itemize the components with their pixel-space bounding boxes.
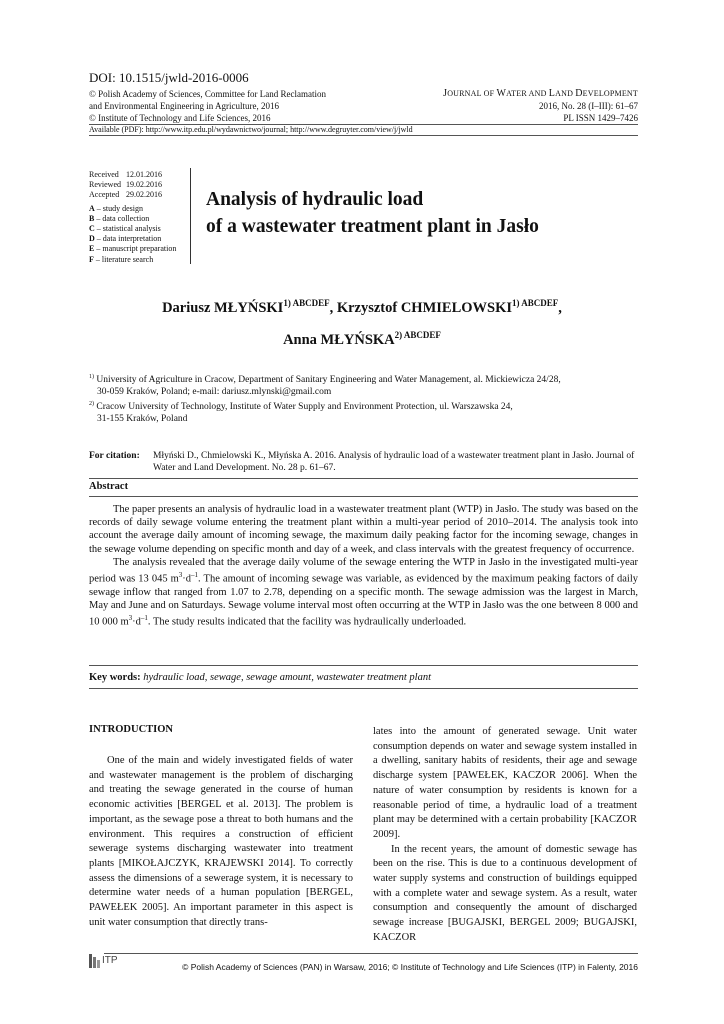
footer-copyright: © Polish Academy of Sciences (PAN) in Warsaw, 2016; © Institute of Technology and Life Sciences (ITP) in Falenty, 2016 <box>182 962 638 972</box>
date-value: 12.01.2016 <box>126 170 162 179</box>
copyright-line: © Polish Academy of Sciences, Committee for Land Reclamation <box>89 89 327 99</box>
itp-logo: ITP <box>89 952 123 975</box>
abstract-rule <box>89 496 638 497</box>
keywords: Key words: hydraulic load, sewage, sewage amount, wastewater treatment plant <box>89 672 432 683</box>
footer-rule <box>104 953 638 954</box>
section-heading: INTRODUCTION <box>89 724 174 735</box>
copyright-block <box>89 88 326 124</box>
citation-text: Młyński D., Chmielowski K., Młyńska A. 2016. Analysis of hydraulic load of a wastewater treatment plant in Jasło. Journal of Water and Land Development. No. 28 p. 61–67. <box>153 451 635 473</box>
article-dates <box>89 170 176 265</box>
journal-name: JOURNAL OF WATER AND LAND DEVELOPMENT <box>443 88 638 99</box>
citation <box>89 450 641 474</box>
abstract-paragraph: The paper presents an analysis of hydraulic load in a wastewater treatment plant (WTP) in Jasło. The study was based on the records of daily sewage volume entering the treatment plant within a multi-year period of 2010–2014. The analysis took into account the average daily amount of incoming sewage, the maximum daily peaking factor for the incoming sewage, changes in the sewage volume depending on specific month and day of a week, and class intervals with the greatest frequency of occurrence. <box>89 504 638 555</box>
author-name: Dariusz MŁYŃSKI <box>162 299 284 316</box>
abstract-rule-top <box>89 478 638 479</box>
abstract-paragraph: The analysis revealed that the average daily volume of the sewage entering the WTP in Jasło in the investigated multi-year period was 13 045 $m^3\cdot d^{-1}$. The amount of incoming sewage was variable, as evidenced by the maximum peaking factors of daily sewage inflow that ranged from 1.07 to 2.78, depending on a specific month. The sewage admission was the largest in March, May and June and on Saturdays. Sewage volume interval most often occurring at the WTP in Jasło was the one between 8 000 and 10 000 $m^3\cdot d^{-1}$. The study results indicated that the facility was hydraulically underloaded. <box>89 556 638 628</box>
copyright-line: © Institute of Technology and Life Sciences, 2016 <box>89 113 271 123</box>
intro-paragraph: In the recent years, the amount of domestic sewage has been on the rise. This is due to a continuous development of water supply systems and construction of buildings equipped with a complete water and sewage system. As a result, water consumption and consequently the amount of discharged sewage increase [BUGAJSKI, BERGEL 2009; BUGAJSKI, KACZOR <box>373 843 637 943</box>
keywords-rule-top <box>89 665 638 666</box>
copyright-line: and Environmental Engineering in Agriculture, 2016 <box>89 101 279 111</box>
date-label: Accepted <box>89 190 120 200</box>
side-divider <box>190 168 191 264</box>
citation-label: For citation: <box>89 451 140 461</box>
article-title: Analysis of hydraulic load of a wastewater treatment plant in Jasło <box>206 189 539 237</box>
date-label: Received <box>89 170 119 179</box>
date-value: 19.02.2016 <box>126 180 162 190</box>
available-line[interactable]: Available (PDF): http://www.itp.edu.pl/wydawnictwo/journal; http://www.degruyter.com/view/j/jwld <box>89 125 413 134</box>
intro-left-column <box>89 754 353 930</box>
affiliations: $^{1)}$ University of Agriculture in Cracow, Department of Sanitary Engineering and Water Management, al. Mickiewicza 24/28, 30-059 Kraków, Poland; e-mail: dariusz.mlynski@gmail.com $^{2)}$ Cracow University of Technology, Institute of Water Supply and Environment Protection, ul. Warszawska 24, 31-155 Kraków, Poland <box>89 374 561 425</box>
header-rule-bottom <box>89 135 638 136</box>
issn: PL ISSN 1429–7426 <box>563 113 638 123</box>
author-name: Anna MŁYŃSKA <box>283 331 395 348</box>
doi: DOI: 10.1515/jwld-2016-0006 <box>89 70 249 85</box>
issue-line: 2016, No. 28 (I–III): 61–67 <box>539 101 638 111</box>
date-label: Reviewed <box>89 180 121 190</box>
intro-paragraph: One of the main and widely investigated fields of water and wastewater management is the problem of discharging and treating the sewage generated in the course of human economic activities [BERGEL et al. 2013]. The problem is important, as the sewage pose a threat to both humans and the environment. This requires a construction of efficient sewerage systems discharging wastewater into treatment plants [MIKOŁAJCZYK, KRAJEWSKI 2014]. To correctly assess the dimensions of a sewerage system, it is necessary to determine water needs of a human population [BERGEL, PAWEŁEK 2005]. An important parameter in this aspect is unit water consumption that directly trans- <box>89 755 353 928</box>
date-value: 29.02.2016 <box>126 190 162 200</box>
intro-right-column <box>373 725 637 946</box>
author-name: , Krzysztof CHMIELOWSKI <box>329 299 513 316</box>
intro-paragraph: lates into the amount of generated sewage. Unit water consumption depends on water and sewage system installed in a dwelling, sanitary habits of residents, their age and sewage discharge system [PAWEŁEK, KACZOR 2006]. When the nature of water consumption by residents is known for a reasonable period of time, a hydraulic load of a treatment plant may be determined with a certain probability [KACZOR 2009]. <box>373 726 637 840</box>
contribution-roles: A – study design B – data collection C – statistical analysis D – data interpretation E – manuscript preparation F – literature search <box>89 203 177 264</box>
author-list: Dariusz $MŁYŃSKI^{1) ABCDEF}$, Krzysztof $CHMIELOWSKI^{1) ABCDEF}$, Anna $MŁYŃSKA^{2) ABCDEF}$ <box>162 298 562 348</box>
abstract-body <box>89 503 638 629</box>
keywords-rule-bottom <box>89 688 638 689</box>
abstract-heading: Abstract <box>89 481 129 492</box>
journal-block <box>443 88 638 124</box>
